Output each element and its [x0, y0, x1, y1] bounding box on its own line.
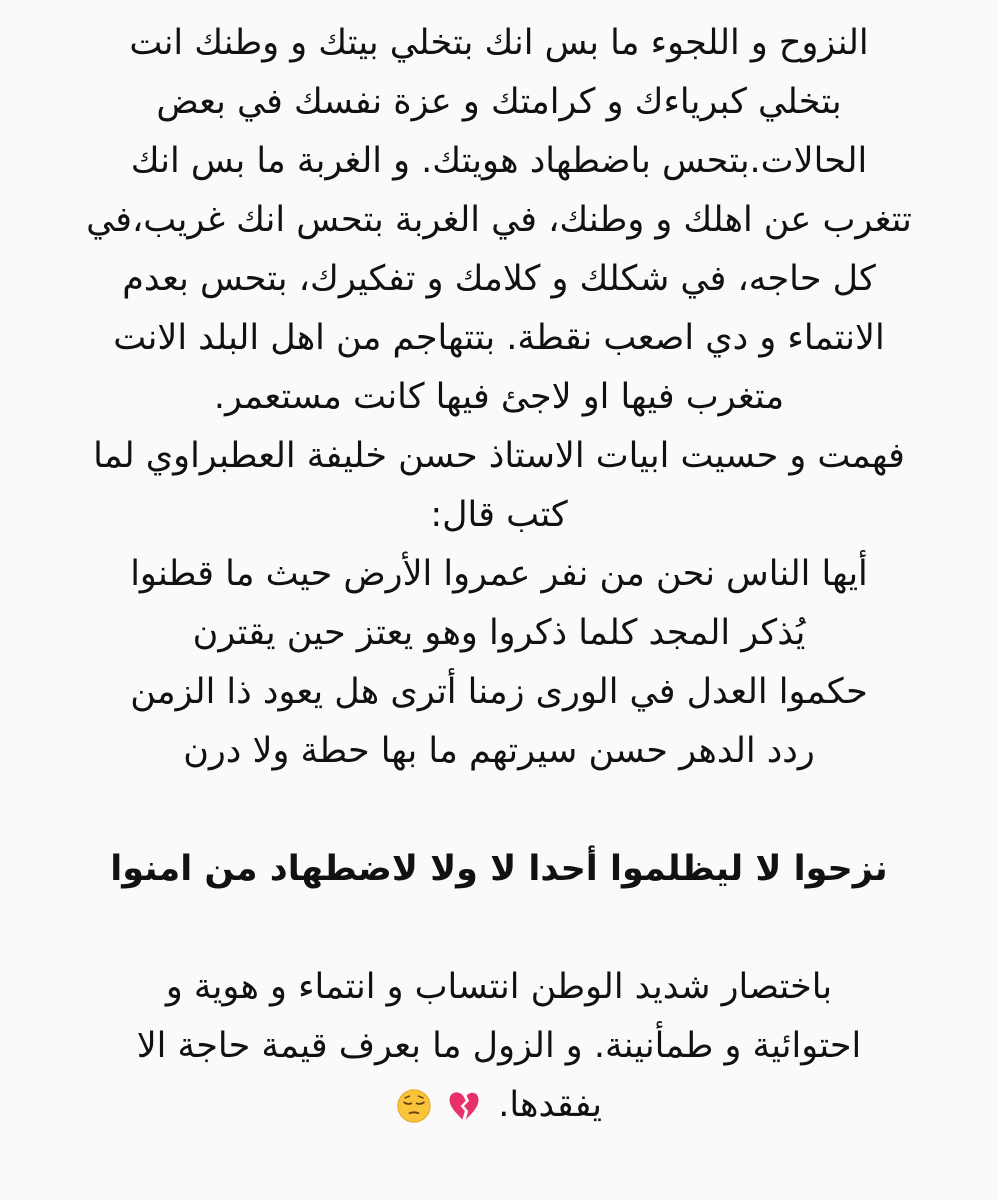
emoji-group: [396, 1076, 487, 1135]
poem-verse: حكموا العدل في الورى زمنا أترى هل يعود ذا الزمن: [130, 672, 868, 712]
text-line: متغرب فيها او لاجئ فيها كانت مستعمر.: [213, 377, 785, 417]
text-line: كل حاجه، في شكلك و كلامك و تفكيرك، بتحس بعدم: [122, 259, 876, 299]
text-line: باختصار شديد الوطن انتساب و انتماء و هوية و: [165, 967, 833, 1007]
broken-heart-icon: [447, 1089, 481, 1123]
bold-heading: نزحوا لا ليظلموا أحدا لا ولا لاضطهاد من امنوا: [110, 849, 888, 889]
poem-verse: يُذكر المجد كلما ذكروا وهو يعتز حين يقترن: [192, 613, 806, 653]
text-line: الانتماء و دي اصعب نقطة. بتتهاجم من اهل البلد الانت: [113, 318, 885, 358]
text-line: الحالات.بتحس باضطهاد هويتك. و الغربة ما بس انك: [130, 141, 868, 181]
paragraph-conclusion: [70, 958, 928, 1135]
final-line-text: يفقدها.: [498, 1085, 603, 1125]
text-line: كتب قال:: [430, 495, 568, 535]
poem-verses: [70, 545, 928, 781]
text-line: احتوائية و طمأنينة. و الزول ما بعرف قيمة حاجة الا: [136, 1026, 862, 1066]
paragraph-displacement: [70, 14, 928, 427]
paragraph-poem-intro: [70, 427, 928, 545]
text-line: بتخلي كبرياءك و كرامتك و عزة نفسك في بعض: [156, 82, 842, 122]
poem-verse: ردد الدهر حسن سيرتهم ما بها حطة ولا درن: [183, 731, 815, 771]
text-line: فهمت و حسيت ابيات الاستاذ حسن خليفة العطبراوي لما: [93, 436, 905, 476]
final-line: [70, 1076, 928, 1135]
text-line: النزوح و اللجوء ما بس انك بتخلي بيتك و وطنك انت: [129, 23, 869, 63]
spacer: [70, 899, 928, 958]
text-line: تتغرب عن اهلك و وطنك، في الغربة بتحس انك غريب،في: [86, 200, 912, 240]
pensive-face-icon: [396, 1088, 432, 1124]
spacer: [70, 781, 928, 840]
poem-verse: أيها الناس نحن من نفر عمروا الأرض حيث ما قطنوا: [130, 554, 868, 594]
